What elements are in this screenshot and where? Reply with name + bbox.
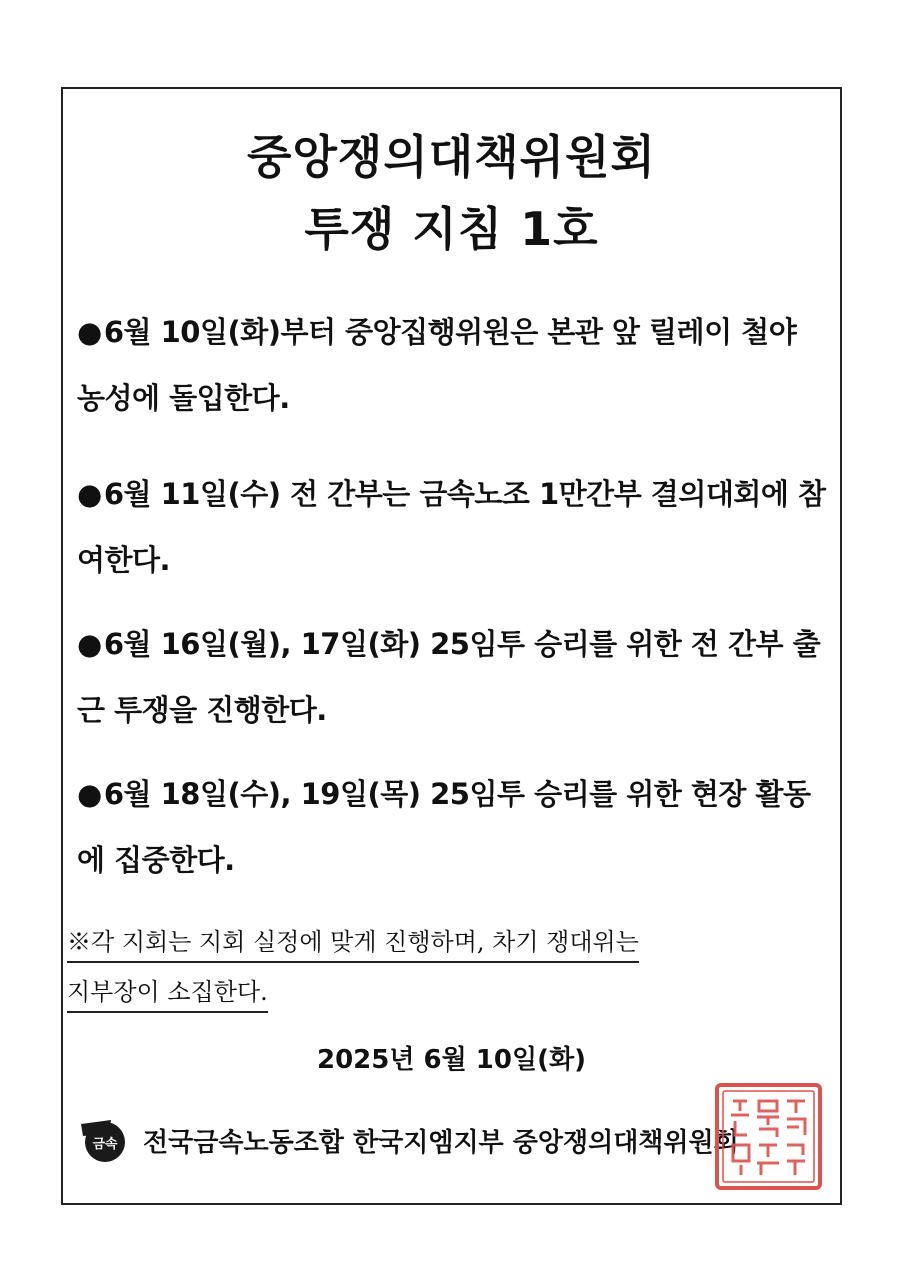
- bullet-icon: ●: [77, 627, 102, 661]
- note-line-2: 지부장이 소집한다.: [67, 975, 268, 1013]
- directive-text: 6월 18일(수), 19일(목) 25임투 승리를 위한 현장 활동에 집중한다.: [77, 777, 811, 877]
- directive-item-3: [77, 611, 830, 743]
- directive-text: 6월 11일(수) 전 간부는 금속노조 1만간부 결의대회에 참여한다.: [77, 477, 826, 577]
- document-frame: [61, 87, 842, 1205]
- note-line-1: ※각 지회는 지회 실정에 맞게 진행하며, 차기 쟁대위는: [67, 925, 639, 963]
- logo-text: 금속: [92, 1137, 118, 1152]
- union-logo-icon: [75, 1114, 133, 1166]
- issue-date: 2025년 6월 10일(화): [317, 1045, 586, 1075]
- directive-item-4: [77, 761, 830, 893]
- bullet-icon: ●: [77, 477, 102, 511]
- bullet-icon: ●: [77, 777, 102, 811]
- note: [67, 917, 836, 1017]
- directive-text: 6월 16일(월), 17일(화) 25임투 승리를 위한 전 간부 출근 투쟁을 진행한다.: [77, 627, 821, 727]
- directive-item-2: [77, 461, 830, 593]
- bullet-icon: ●: [77, 315, 102, 349]
- directive-item-1: [77, 299, 830, 431]
- organization-name: 전국금속노동조합 한국지엠지부 중앙쟁의대책위원회: [143, 1127, 739, 1158]
- document-title: 중앙쟁의대책위원회: [247, 130, 656, 184]
- official-seal-stamp: [711, 1079, 826, 1194]
- signature-block: [75, 1114, 739, 1166]
- directive-text: 6월 10일(화)부터 중앙집행위원은 본관 앞 릴레이 철야 농성에 돌입한다.: [77, 315, 797, 415]
- document-subtitle: 투쟁 지침 1호: [304, 202, 599, 256]
